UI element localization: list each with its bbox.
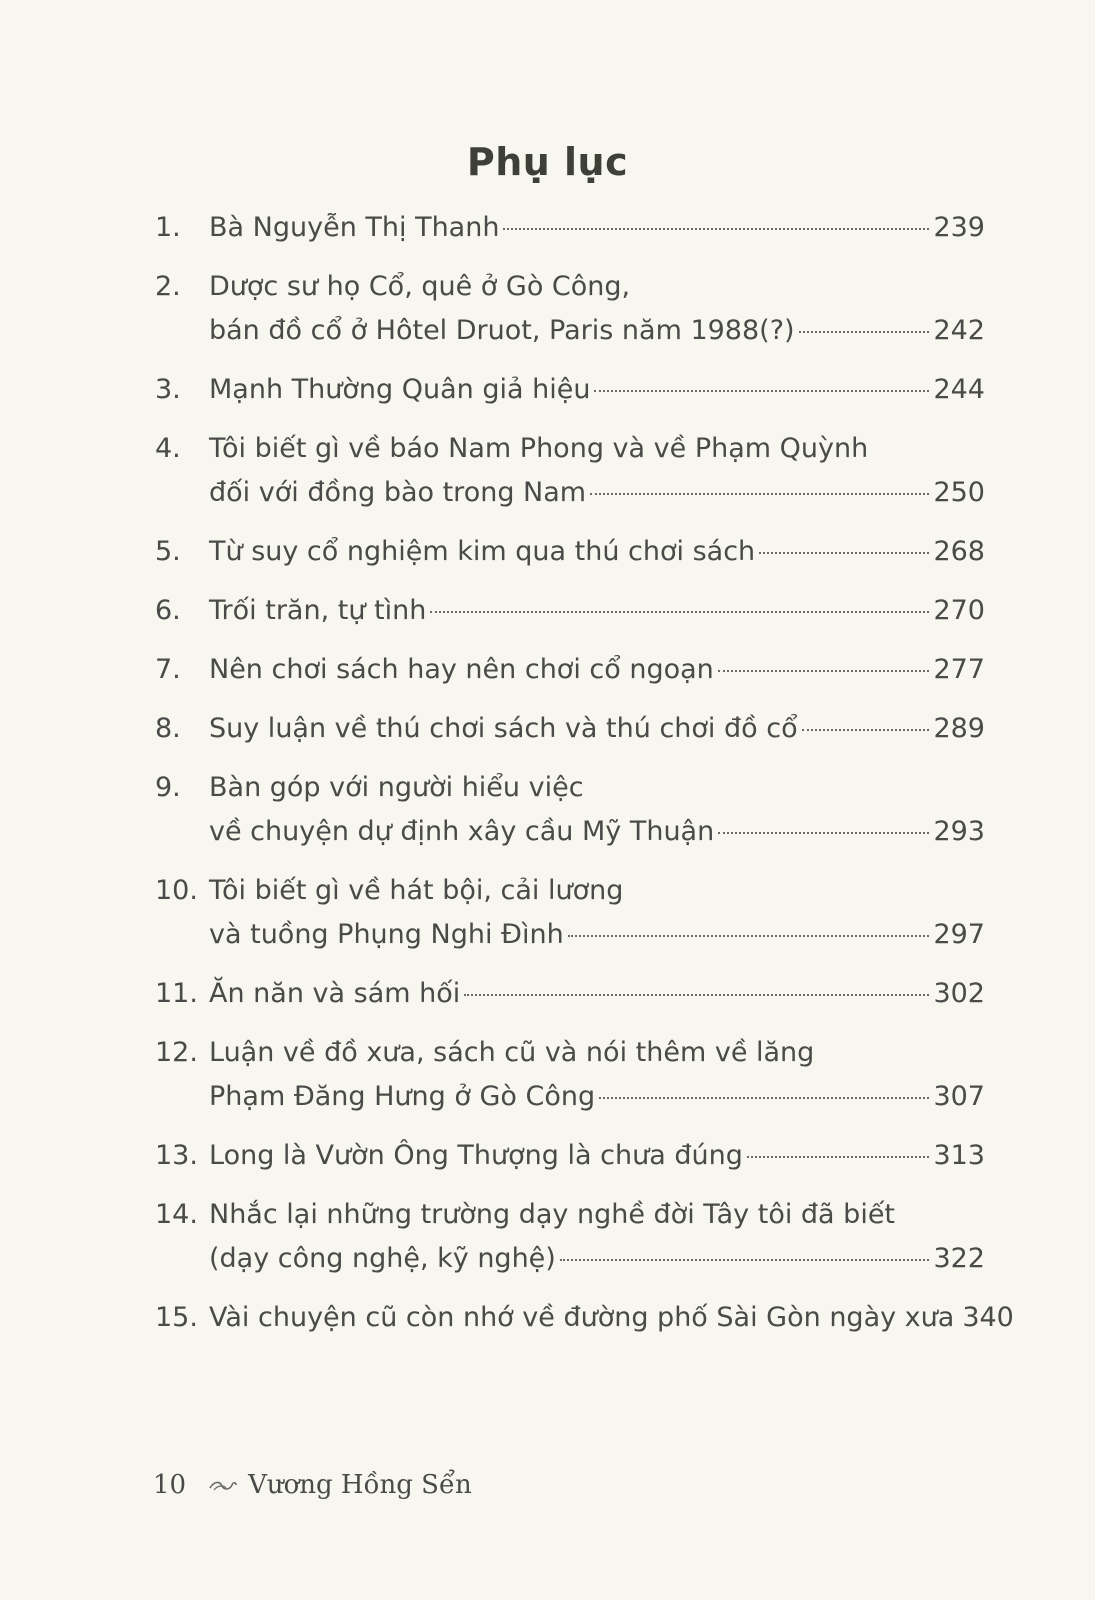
toc-entry [155, 1031, 985, 1119]
table-of-contents [155, 206, 1014, 1355]
toc-entry-page-number: 277 [933, 654, 985, 685]
toc-entry-title-line: Dược sư họ Cổ, quê ở Gò Công, [209, 271, 631, 302]
dot-leader [464, 994, 929, 996]
toc-entry-number: 4. [155, 433, 181, 464]
dot-leader [747, 1156, 930, 1158]
toc-entry-number: 14. [155, 1199, 198, 1230]
footer-author: Vương Hồng Sển [248, 1470, 472, 1500]
toc-entry-number: 11. [155, 978, 198, 1009]
toc-entry-title-line: Phạm Đăng Hưng ở Gò Công [209, 1081, 596, 1112]
toc-entry-title-line: và tuồng Phụng Nghi Đình [209, 919, 564, 950]
toc-entry-title-line: Mạnh Thường Quân giả hiệu [209, 374, 591, 405]
toc-entry [155, 972, 985, 1016]
toc-entry-page-number: 302 [933, 978, 985, 1009]
toc-entry [155, 1193, 985, 1281]
toc-entry [155, 427, 985, 515]
toc-entry-number: 10. [155, 875, 198, 906]
toc-entry-number: 3. [155, 374, 181, 405]
toc-entry-page-number: 297 [933, 919, 985, 950]
toc-entry-title-line: Bà Nguyễn Thị Thanh [209, 212, 500, 243]
toc-entry-title-line: Luận về đồ xưa, sách cũ và nói thêm về lăng [209, 1037, 815, 1068]
dot-leader [560, 1259, 930, 1261]
toc-entry-title-line: đối với đồng bào trong Nam [209, 477, 587, 508]
toc-entry [155, 648, 985, 692]
toc-entry-title-line: Nên chơi sách hay nên chơi cổ ngoạn [209, 654, 714, 685]
toc-entry [155, 1134, 985, 1178]
toc-entry [155, 368, 985, 412]
toc-entry-number: 9. [155, 772, 181, 803]
toc-entry-title-line: Ăn năn và sám hối [209, 978, 461, 1009]
toc-entry-number: 2. [155, 271, 181, 302]
toc-entry-number: 1. [155, 212, 181, 243]
toc-entry-title-line: Nhắc lại những trường dạy nghề đời Tây tôi đã biết [209, 1199, 896, 1230]
toc-entry [155, 869, 985, 957]
toc-entry-number: 12. [155, 1037, 198, 1068]
toc-entry-page-number: 313 [933, 1140, 985, 1171]
toc-entry-title-line: Trối trăn, tự tình [209, 595, 427, 626]
toc-entry-page-number: 270 [933, 595, 985, 626]
dot-leader [599, 1097, 929, 1099]
toc-entry-page-number: 307 [933, 1081, 985, 1112]
dot-leader [503, 228, 929, 230]
page-title: Phụ lục [466, 140, 629, 184]
toc-entry-page-number: 322 [933, 1243, 985, 1274]
toc-entry-title-line: Tôi biết gì về báo Nam Phong và về Phạm Quỳnh [209, 433, 869, 464]
toc-entry-page-number: 244 [933, 374, 985, 405]
toc-entry-page-number: 250 [933, 477, 985, 508]
toc-entry-page-number: 268 [933, 536, 985, 567]
page-footer [153, 1470, 472, 1500]
toc-entry-number: 15. [155, 1302, 198, 1333]
toc-entry-page-number: 340 [962, 1302, 1014, 1333]
dot-leader [718, 832, 929, 834]
toc-entry-number: 5. [155, 536, 181, 567]
toc-entry [155, 766, 985, 854]
toc-entry-page-number: 239 [933, 212, 985, 243]
dot-leader [430, 611, 929, 613]
dot-leader [590, 493, 929, 495]
dot-leader [568, 935, 930, 937]
toc-entry-title-line: (dạy công nghệ, kỹ nghệ) [209, 1243, 556, 1274]
toc-entry [155, 1296, 1014, 1340]
toc-entry [155, 530, 985, 574]
toc-entry-number: 7. [155, 654, 181, 685]
toc-entry-title-line: về chuyện dự định xây cầu Mỹ Thuận [209, 816, 715, 847]
toc-entry [155, 265, 985, 353]
footer-page-number: 10 [153, 1470, 187, 1500]
toc-entry-number: 6. [155, 595, 181, 626]
toc-entry-number: 8. [155, 713, 181, 744]
toc-entry-title-line: Suy luận về thú chơi sách và thú chơi đồ cổ [209, 713, 798, 744]
dot-leader [799, 331, 930, 333]
toc-entry [155, 589, 985, 633]
toc-entry-title-line: Long là Vườn Ông Thượng là chưa đúng [209, 1140, 743, 1171]
swirl-ornament-icon [208, 1470, 238, 1500]
toc-entry-title-line: Bàn góp với người hiểu việc [209, 772, 584, 803]
toc-entry-title-line: bán đồ cổ ở Hôtel Druot, Paris năm 1988(?) [209, 315, 795, 346]
toc-entry [155, 707, 985, 751]
dot-leader [718, 670, 930, 672]
toc-entry-page-number: 289 [933, 713, 985, 744]
dot-leader [802, 729, 930, 731]
dot-leader [759, 552, 929, 554]
dot-leader [594, 390, 929, 392]
toc-entry-number: 13. [155, 1140, 198, 1171]
toc-entry-title-line: Tôi biết gì về hát bội, cải lương [209, 875, 624, 906]
toc-entry [155, 206, 985, 250]
toc-entry-title-line: Vài chuyện cũ còn nhớ về đường phố Sài Gòn ngày xưa [209, 1302, 955, 1333]
toc-entry-title-line: Từ suy cổ nghiệm kim qua thú chơi sách [209, 536, 756, 567]
toc-entry-page-number: 293 [933, 816, 985, 847]
toc-entry-page-number: 242 [933, 315, 985, 346]
